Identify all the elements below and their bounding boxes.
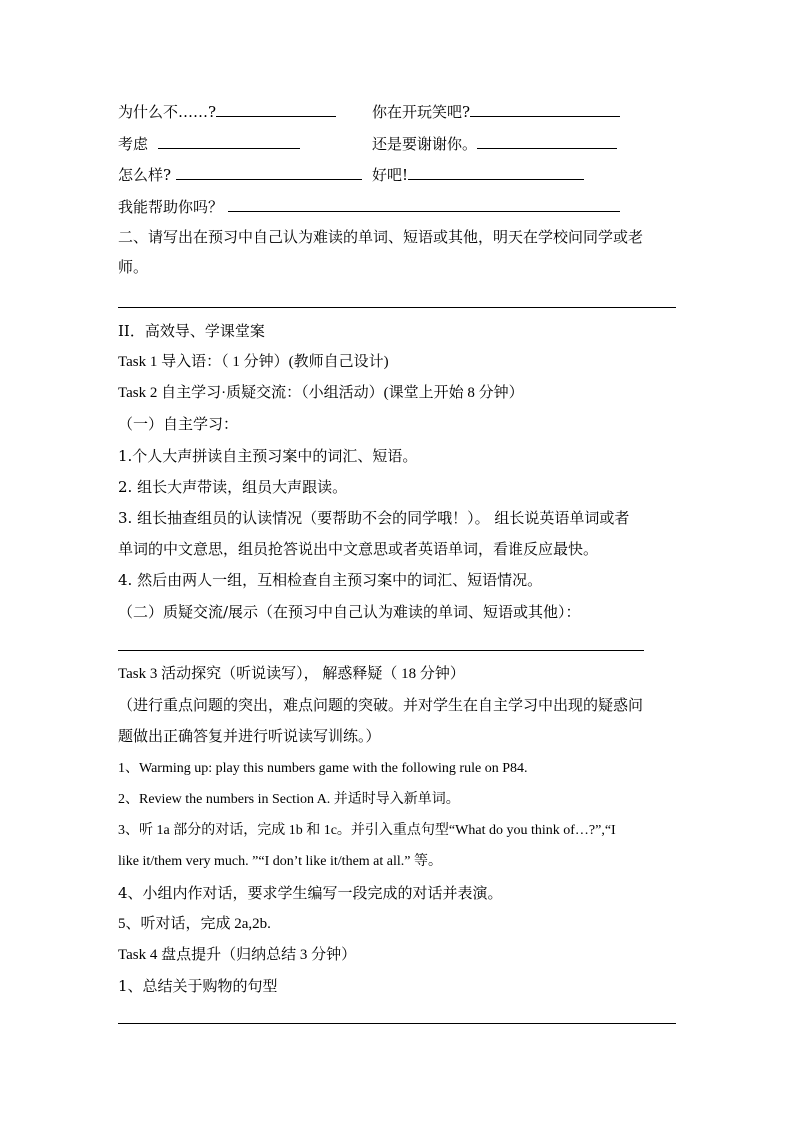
- answer-blank[interactable]: [477, 133, 617, 149]
- task3: Task 3 活动探究（听说读写）， 解惑释疑（ 18 分钟）: [118, 666, 465, 682]
- vocab-row-2b: [372, 133, 617, 154]
- answer-blank[interactable]: [176, 164, 362, 180]
- answer-rule[interactable]: [118, 650, 644, 651]
- task2: Task 2 自主学习·质疑交流：（小组活动）(课堂上开始 8 分钟）: [118, 385, 524, 401]
- vocab-row-3b: [372, 164, 584, 185]
- section2-line1: 二、请写出在预习中自己认为难读的单词、短语或其他，明天在学校问同学或老: [118, 228, 644, 246]
- task3-desc-2: 题做出正确答复并进行听说读写训练。）: [118, 727, 381, 745]
- task3-item-4: 4、小组内作对话，要求学生编写一段完成的对话并表演。: [118, 884, 503, 902]
- task3-item-1: 1、Warming up: play this numbers game with the following rule on P84.: [118, 761, 528, 776]
- vocab-prompt: 还是要谢谢你。: [372, 135, 478, 153]
- task3-item-3: 3、听 1a 部分的对话，完成 1b 和 1c。并引入重点句型“What do you think of…?”,“I: [118, 823, 616, 838]
- answer-blank[interactable]: [408, 164, 584, 180]
- section2-line2: 师。: [118, 258, 149, 276]
- vocab-row-2: [118, 133, 300, 154]
- answer-blank[interactable]: [216, 101, 336, 117]
- task1: Task 1 导入语：（ 1 分钟）(教师自己设计): [118, 354, 389, 370]
- task3-desc-1: （进行重点问题的突出，难点问题的突破。并对学生在自主学习中出现的疑惑问: [118, 696, 644, 714]
- subsection-2: （二）质疑交流/展示（在预习中自己认为难读的单词、短语或其他）：: [118, 603, 581, 621]
- answer-blank[interactable]: [470, 101, 620, 117]
- vocab-prompt: 我能帮助你吗？: [118, 198, 224, 216]
- subsection-1: （一）自主学习：: [118, 415, 239, 433]
- section-title: II．高效导、学课堂案: [118, 322, 265, 340]
- vocab-prompt: 怎么样?: [118, 166, 172, 184]
- task3-item-5: 5、听对话，完成 2a,2b.: [118, 916, 271, 932]
- answer-rule[interactable]: [118, 1023, 676, 1024]
- item-1: 1.个人大声拼读自主预习案中的词汇、短语。: [118, 447, 418, 465]
- item-2: 2. 组长大声带读，组员大声跟读。: [118, 478, 348, 496]
- task3-item-3-cont: like it/them very much. ”“I don’t like it/them at all.” 等。: [118, 854, 442, 869]
- vocab-row-1: [118, 101, 336, 122]
- vocab-prompt: 为什么不……?: [118, 103, 217, 121]
- vocab-prompt: 你在开玩笑吧?: [372, 103, 471, 121]
- task4-item-1: 1、总结关于购物的句型: [118, 977, 278, 995]
- item-3-cont: 单词的中文意思，组员抢答说出中文意思或者英语单词，看谁反应最快。: [118, 540, 599, 558]
- vocab-row-3: [118, 164, 362, 185]
- task4: Task 4 盘点提升（归纳总结 3 分钟）: [118, 947, 357, 963]
- item-4: 4. 然后由两人一组，互相检查自主预习案中的词汇、短语情况。: [118, 571, 543, 589]
- answer-blank[interactable]: [158, 133, 300, 149]
- item-3: 3. 组长抽查组员的认读情况（要帮助不会的同学哦！）。 组长说英语单词或者: [118, 509, 630, 527]
- vocab-prompt: 考虑: [118, 135, 149, 153]
- answer-blank[interactable]: [228, 196, 620, 212]
- task3-item-2: 2、Review the numbers in Section A. 并适时导入新单词。: [118, 792, 460, 807]
- answer-rule[interactable]: [118, 307, 676, 308]
- vocab-prompt: 好吧!: [372, 166, 409, 184]
- vocab-row-1b: [372, 101, 620, 122]
- vocab-row-4: [118, 196, 620, 217]
